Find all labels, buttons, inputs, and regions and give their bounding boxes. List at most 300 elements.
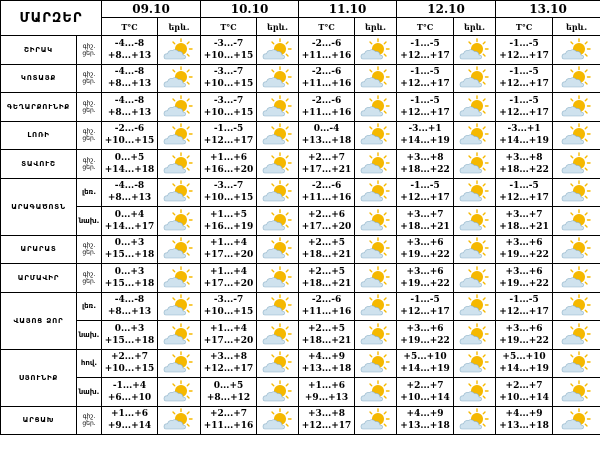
date-header: 13.10: [496, 1, 600, 18]
partly-cloudy-icon: [359, 95, 393, 119]
temperature-cell: [201, 64, 257, 93]
night-temp: +3...+6: [505, 323, 543, 334]
weather-icon-cell: [257, 178, 299, 207]
time-of-day-labels: [77, 150, 102, 179]
temperature-cell: [299, 349, 355, 378]
day-label: ցեր.: [82, 78, 96, 86]
night-label: գիշ.: [82, 42, 96, 50]
day-temp: +10...+15: [203, 307, 254, 318]
temperature-cell: [397, 121, 454, 150]
partly-cloudy-icon: [261, 323, 295, 347]
partly-cloudy-icon: [359, 38, 393, 62]
day-temp: +14...+19: [400, 364, 450, 375]
temperature-cell: [496, 93, 553, 122]
temperature-cell: [299, 36, 355, 65]
partly-cloudy-icon: [458, 209, 492, 233]
night-temp: -1...+4: [112, 380, 147, 391]
partly-cloudy-icon: [458, 237, 492, 261]
partly-cloudy-icon: [359, 351, 393, 375]
day-temp: +9...+13: [304, 392, 349, 403]
weather-column-header: երև.: [158, 18, 201, 36]
partly-cloudy-icon: [162, 152, 196, 176]
temperature-cell: [201, 121, 257, 150]
date-header: 09.10: [102, 1, 201, 18]
temperature-cell: [299, 121, 355, 150]
temperature-cell: [397, 235, 454, 264]
night-temp: +1...+4: [210, 323, 248, 334]
day-temp: +11...+16: [301, 107, 352, 118]
day-temp: +18...+21: [301, 250, 352, 261]
weather-icon-cell: [355, 349, 397, 378]
date-header: 11.10: [299, 1, 397, 18]
partly-cloudy-icon: [162, 237, 196, 261]
day-temp: +19...+22: [499, 250, 549, 261]
weather-icon-cell: [158, 121, 201, 150]
weather-icon-cell: [257, 406, 299, 435]
night-temp: -1...-5: [410, 181, 440, 192]
partly-cloudy-icon: [458, 408, 492, 432]
partly-cloudy-icon: [458, 38, 492, 62]
night-temp: -4...-8: [114, 295, 145, 306]
day-temp: +12...+17: [400, 50, 450, 61]
night-temp: +5...+10: [403, 352, 447, 363]
night-temp: 0...+5: [213, 380, 244, 391]
temperature-cell: [201, 36, 257, 65]
partly-cloudy-icon: [359, 180, 393, 204]
day-temp: +14...+19: [499, 136, 549, 147]
day-temp: +18...+21: [301, 278, 352, 289]
weather-icon-cell: [553, 349, 600, 378]
weather-icon-cell: [553, 178, 600, 207]
night-temp: -4...-8: [114, 67, 145, 78]
night-temp: 0...+3: [114, 323, 145, 334]
day-temp: +14...+19: [499, 364, 549, 375]
partly-cloudy-icon: [261, 95, 295, 119]
night-temp: +4...+9: [308, 352, 346, 363]
weather-icon-cell: [257, 349, 299, 378]
region-name: ԳԵՂԱՐՔՈՒՆԻՔ: [1, 93, 77, 122]
partly-cloudy-icon: [162, 180, 196, 204]
weather-icon-cell: [257, 36, 299, 65]
temperature-cell: [201, 235, 257, 264]
day-temp: +12...+17: [301, 421, 352, 432]
weather-icon-cell: [257, 321, 299, 350]
partly-cloudy-icon: [162, 294, 196, 318]
weather-icon-cell: [454, 178, 496, 207]
partly-cloudy-icon: [560, 408, 594, 432]
day-temp: +8...+13: [107, 107, 152, 118]
day-temp: +8...+12: [206, 392, 251, 403]
weather-icon-cell: [355, 378, 397, 407]
day-temp: +12...+17: [499, 307, 549, 318]
day-temp: +10...+15: [203, 193, 254, 204]
day-temp: +17...+20: [203, 278, 254, 289]
partly-cloudy-icon: [162, 66, 196, 90]
day-temp: +12...+17: [400, 107, 450, 118]
day-temp: +16...+19: [203, 221, 254, 232]
day-temp: +11...+16: [301, 193, 352, 204]
temperature-cell: [201, 378, 257, 407]
temperature-cell: [201, 321, 257, 350]
weather-icon-cell: [454, 321, 496, 350]
region-row: [1, 378, 600, 407]
day-label: ցեր.: [82, 135, 96, 143]
temperature-cell: [102, 93, 158, 122]
night-temp: -3...-7: [213, 181, 244, 192]
partly-cloudy-icon: [162, 266, 196, 290]
partly-cloudy-icon: [359, 380, 393, 404]
day-temp: +9...+14: [107, 421, 152, 432]
night-temp: 0...+4: [114, 209, 145, 220]
weather-column-header: երև.: [257, 18, 299, 36]
day-temp: +12...+17: [499, 193, 549, 204]
night-temp: +3...+7: [505, 209, 543, 220]
partly-cloudy-icon: [560, 237, 594, 261]
day-temp: +18...+22: [400, 164, 450, 175]
weather-icon-cell: [553, 64, 600, 93]
day-temp: +10...+15: [203, 50, 254, 61]
partly-cloudy-icon: [560, 180, 594, 204]
time-of-day-labels: [77, 121, 102, 150]
day-temp: +11...+16: [301, 79, 352, 90]
weather-icon-cell: [454, 349, 496, 378]
temperature-cell: [397, 64, 454, 93]
night-temp: -1...-5: [509, 67, 539, 78]
temperature-cell: [397, 406, 454, 435]
partly-cloudy-icon: [560, 209, 594, 233]
weather-icon-cell: [454, 406, 496, 435]
temperature-cell: [102, 378, 158, 407]
day-temp: +12...+17: [400, 79, 450, 90]
temperature-cell: [397, 150, 454, 179]
night-temp: +3...+6: [406, 266, 444, 277]
partly-cloudy-icon: [261, 66, 295, 90]
day-temp: +8...+13: [107, 79, 152, 90]
region-row: [1, 36, 600, 65]
temperature-cell: [397, 207, 454, 236]
region-row: [1, 264, 600, 293]
temperature-cell: [299, 292, 355, 321]
temperature-cell: [397, 93, 454, 122]
partly-cloudy-icon: [560, 380, 594, 404]
day-temp: +19...+22: [499, 278, 549, 289]
night-temp: +1...+5: [210, 209, 248, 220]
day-temp: +8...+13: [107, 193, 152, 204]
partly-cloudy-icon: [458, 294, 492, 318]
partly-cloudy-icon: [359, 66, 393, 90]
night-temp: +2...+5: [308, 266, 346, 277]
partly-cloudy-icon: [560, 266, 594, 290]
temperature-cell: [496, 64, 553, 93]
weather-icon-cell: [355, 207, 397, 236]
region-name: ՍՅՈՒՆԻՔ: [1, 349, 77, 406]
temperature-cell: [201, 150, 257, 179]
partly-cloudy-icon: [359, 408, 393, 432]
subzone-label: հով.: [77, 349, 102, 378]
night-temp: 0...+3: [114, 238, 145, 249]
night-temp: -1...-5: [410, 295, 440, 306]
temperature-cell: [102, 349, 158, 378]
weather-icon-cell: [553, 93, 600, 122]
night-temp: +2...+7: [406, 380, 444, 391]
weather-icon-cell: [257, 264, 299, 293]
region-row: [1, 150, 600, 179]
temperature-cell: [496, 406, 553, 435]
date-header: 10.10: [201, 1, 299, 18]
temperature-cell: [102, 150, 158, 179]
day-temp: +8...+13: [107, 307, 152, 318]
temp-column-header: T°C: [496, 18, 553, 36]
time-of-day-labels: [77, 93, 102, 122]
night-temp: +1...+6: [308, 380, 346, 391]
temperature-cell: [299, 207, 355, 236]
day-temp: +11...+16: [203, 421, 254, 432]
night-temp: -3...+1: [408, 124, 442, 135]
partly-cloudy-icon: [162, 408, 196, 432]
temperature-cell: [496, 207, 553, 236]
weather-icon-cell: [553, 406, 600, 435]
time-of-day-labels: [77, 64, 102, 93]
temperature-cell: [201, 264, 257, 293]
partly-cloudy-icon: [458, 180, 492, 204]
night-label: գիշ.: [82, 99, 96, 107]
partly-cloudy-icon: [560, 38, 594, 62]
temperature-cell: [102, 321, 158, 350]
partly-cloudy-icon: [261, 266, 295, 290]
weather-column-header: երև.: [355, 18, 397, 36]
night-temp: +2...+5: [308, 323, 346, 334]
day-temp: +15...+18: [104, 335, 155, 346]
weather-icon-cell: [553, 121, 600, 150]
partly-cloudy-icon: [458, 266, 492, 290]
weather-icon-cell: [454, 378, 496, 407]
temp-column-header: T°C: [299, 18, 355, 36]
weather-icon-cell: [158, 321, 201, 350]
day-temp: +14...+18: [104, 164, 155, 175]
temperature-cell: [299, 93, 355, 122]
night-temp: -2...-6: [311, 67, 342, 78]
partly-cloudy-icon: [458, 95, 492, 119]
night-temp: -4...-8: [114, 38, 145, 49]
region-name: ԱՐՑԱԽ: [1, 406, 77, 435]
night-temp: +1...+4: [210, 266, 248, 277]
weather-icon-cell: [158, 378, 201, 407]
day-temp: +10...+14: [400, 392, 450, 403]
night-temp: +3...+6: [406, 323, 444, 334]
temperature-cell: [397, 292, 454, 321]
temperature-cell: [397, 349, 454, 378]
weather-icon-cell: [355, 93, 397, 122]
temperature-cell: [299, 321, 355, 350]
temperature-cell: [299, 235, 355, 264]
weather-icon-cell: [355, 36, 397, 65]
temperature-cell: [201, 292, 257, 321]
weather-icon-cell: [158, 178, 201, 207]
temperature-cell: [496, 178, 553, 207]
time-of-day-labels: [77, 264, 102, 293]
night-temp: -3...-7: [213, 67, 244, 78]
night-label: գիշ.: [82, 413, 96, 421]
time-of-day-labels: [77, 235, 102, 264]
day-temp: +14...+17: [104, 221, 155, 232]
night-temp: +3...+8: [210, 352, 248, 363]
temperature-cell: [201, 178, 257, 207]
weather-icon-cell: [158, 406, 201, 435]
region-name: ՇԻՐԱԿ: [1, 36, 77, 65]
temperature-cell: [496, 150, 553, 179]
weather-icon-cell: [158, 93, 201, 122]
temperature-cell: [496, 321, 553, 350]
weather-icon-cell: [355, 178, 397, 207]
night-temp: -3...-7: [213, 38, 244, 49]
weather-icon-cell: [158, 207, 201, 236]
partly-cloudy-icon: [359, 209, 393, 233]
night-label: գիշ.: [82, 270, 96, 278]
partly-cloudy-icon: [560, 351, 594, 375]
day-temp: +18...+22: [499, 164, 549, 175]
day-temp: +18...+21: [400, 221, 450, 232]
region-row: [1, 406, 600, 435]
night-temp: -2...-6: [311, 38, 342, 49]
weather-icon-cell: [454, 207, 496, 236]
temperature-cell: [397, 36, 454, 65]
day-label: ցեր.: [82, 49, 96, 57]
temperature-cell: [299, 406, 355, 435]
weather-icon-cell: [553, 235, 600, 264]
day-temp: +13...+18: [301, 364, 352, 375]
weather-icon-cell: [355, 406, 397, 435]
weather-icon-cell: [158, 36, 201, 65]
day-temp: +11...+16: [301, 307, 352, 318]
partly-cloudy-icon: [261, 294, 295, 318]
night-temp: +3...+6: [505, 266, 543, 277]
night-temp: +2...+7: [505, 380, 543, 391]
day-temp: +15...+18: [104, 278, 155, 289]
region-row: [1, 235, 600, 264]
region-row: [1, 349, 600, 378]
night-temp: +3...+6: [406, 238, 444, 249]
temperature-cell: [102, 178, 158, 207]
date-header-row: [1, 1, 600, 18]
partly-cloudy-icon: [261, 237, 295, 261]
night-temp: +2...+6: [308, 209, 346, 220]
weather-icon-cell: [454, 235, 496, 264]
partly-cloudy-icon: [261, 351, 295, 375]
night-temp: -3...-7: [213, 295, 244, 306]
day-temp: +12...+17: [203, 136, 254, 147]
partly-cloudy-icon: [261, 408, 295, 432]
weather-icon-cell: [454, 292, 496, 321]
night-label: գիշ.: [82, 242, 96, 250]
day-temp: +12...+17: [400, 307, 450, 318]
night-temp: +1...+6: [110, 409, 148, 420]
day-temp: +17...+20: [301, 221, 352, 232]
temp-column-header: T°C: [102, 18, 158, 36]
temperature-cell: [496, 235, 553, 264]
temperature-cell: [102, 292, 158, 321]
night-temp: +2...+7: [210, 409, 248, 420]
weather-icon-cell: [257, 150, 299, 179]
partly-cloudy-icon: [162, 380, 196, 404]
day-temp: +18...+21: [499, 221, 549, 232]
partly-cloudy-icon: [261, 38, 295, 62]
weather-icon-cell: [355, 121, 397, 150]
night-temp: +3...+6: [505, 238, 543, 249]
partly-cloudy-icon: [261, 123, 295, 147]
weather-icon-cell: [355, 150, 397, 179]
temperature-cell: [201, 349, 257, 378]
temperature-cell: [299, 264, 355, 293]
weather-icon-cell: [553, 150, 600, 179]
day-temp: +12...+17: [203, 364, 254, 375]
weather-icon-cell: [158, 150, 201, 179]
time-of-day-labels: [77, 406, 102, 435]
day-temp: +10...+15: [104, 364, 155, 375]
weather-icon-cell: [257, 235, 299, 264]
temperature-cell: [102, 36, 158, 65]
partly-cloudy-icon: [261, 152, 295, 176]
weather-icon-cell: [553, 36, 600, 65]
day-temp: +12...+17: [499, 79, 549, 90]
temperature-cell: [496, 292, 553, 321]
partly-cloudy-icon: [560, 123, 594, 147]
partly-cloudy-icon: [458, 380, 492, 404]
temperature-cell: [496, 121, 553, 150]
day-temp: +10...+15: [203, 79, 254, 90]
day-temp: +11...+16: [301, 50, 352, 61]
weather-icon-cell: [355, 264, 397, 293]
partly-cloudy-icon: [162, 351, 196, 375]
weather-icon-cell: [257, 378, 299, 407]
night-temp: -1...-5: [509, 38, 539, 49]
weather-icon-cell: [454, 150, 496, 179]
temperature-cell: [397, 178, 454, 207]
region-row: [1, 64, 600, 93]
temperature-cell: [102, 121, 158, 150]
partly-cloudy-icon: [162, 95, 196, 119]
night-temp: +2...+7: [110, 352, 148, 363]
day-temp: +10...+14: [499, 392, 549, 403]
partly-cloudy-icon: [261, 180, 295, 204]
day-label: ցեր.: [82, 420, 96, 428]
partly-cloudy-icon: [458, 323, 492, 347]
weather-column-header: երև.: [553, 18, 600, 36]
night-temp: -2...-6: [114, 124, 145, 135]
weather-icon-cell: [454, 93, 496, 122]
temperature-cell: [102, 264, 158, 293]
night-temp: -1...-5: [509, 95, 539, 106]
weather-icon-cell: [454, 264, 496, 293]
day-temp: +13...+18: [499, 421, 549, 432]
partly-cloudy-icon: [261, 209, 295, 233]
partly-cloudy-icon: [162, 123, 196, 147]
temperature-cell: [397, 378, 454, 407]
weather-icon-cell: [257, 93, 299, 122]
region-row: [1, 121, 600, 150]
day-temp: +12...+17: [499, 50, 549, 61]
subzone-label: նախ.: [77, 378, 102, 407]
partly-cloudy-icon: [162, 209, 196, 233]
night-temp: -1...-5: [410, 67, 440, 78]
partly-cloudy-icon: [458, 123, 492, 147]
night-temp: +2...+7: [308, 152, 346, 163]
partly-cloudy-icon: [560, 95, 594, 119]
night-temp: -1...-5: [213, 124, 244, 135]
day-temp: +19...+22: [400, 335, 450, 346]
temperature-cell: [201, 406, 257, 435]
weather-icon-cell: [158, 349, 201, 378]
region-row: [1, 93, 600, 122]
